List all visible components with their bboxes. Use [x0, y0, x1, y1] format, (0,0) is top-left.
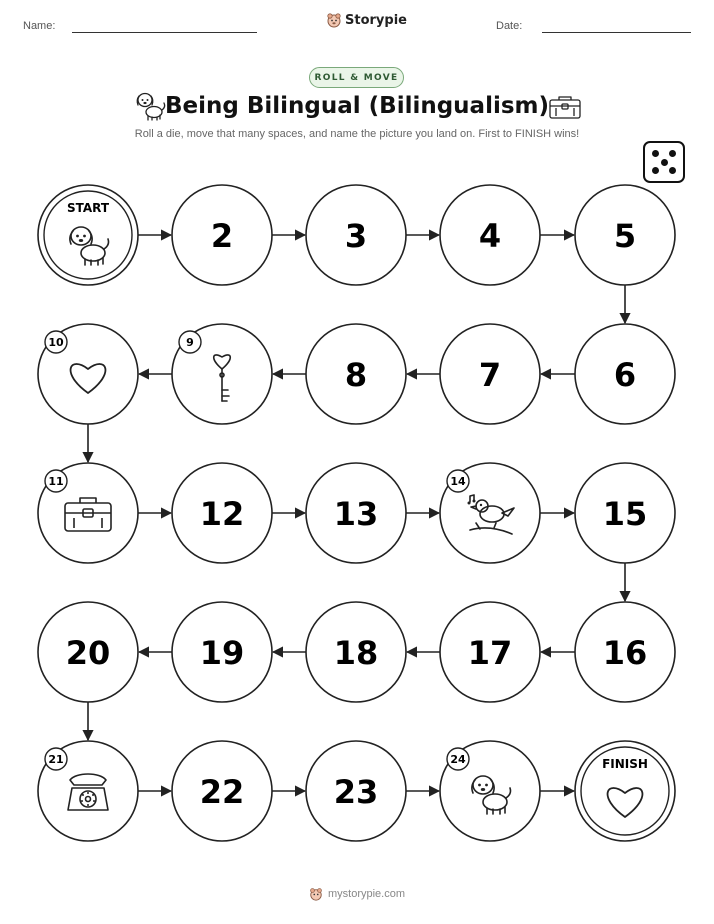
- board-space-2[interactable]: [172, 185, 272, 285]
- space-number: 2: [210, 217, 234, 255]
- board-space-20[interactable]: [38, 602, 138, 702]
- board-space-23[interactable]: [306, 741, 406, 841]
- space-number: 12: [199, 495, 245, 533]
- space-number: 6: [613, 356, 637, 394]
- space-number: 3: [344, 217, 368, 255]
- space-number: 4: [478, 217, 502, 255]
- space-number: 15: [602, 495, 648, 533]
- board-space-18[interactable]: [306, 602, 406, 702]
- space-number: 13: [333, 495, 379, 533]
- space-number: 19: [199, 634, 245, 672]
- board-space-3[interactable]: [306, 185, 406, 285]
- board-space-25[interactable]: [575, 741, 675, 841]
- board-space-4[interactable]: [440, 185, 540, 285]
- space-number-badge: 11: [48, 475, 64, 488]
- board-space-17[interactable]: [440, 602, 540, 702]
- board-space-11[interactable]: [38, 463, 138, 563]
- space-number: 23: [333, 773, 379, 811]
- page-title: Being Bilingual (Bilingualism): [164, 93, 550, 119]
- board-space-22[interactable]: [172, 741, 272, 841]
- footer-site: mystorypie.com: [327, 888, 406, 900]
- storypie-mascot-icon: [309, 887, 323, 901]
- space-number: 18: [333, 634, 379, 672]
- space-number-badge: 21: [48, 753, 64, 766]
- board-space-14[interactable]: [440, 463, 540, 563]
- space-number-badge: 24: [450, 753, 466, 766]
- space-number: 16: [602, 634, 648, 672]
- space-number: 5: [613, 217, 637, 255]
- board-space-8[interactable]: [306, 324, 406, 424]
- board-space-21[interactable]: [38, 741, 138, 841]
- space-number: 20: [65, 634, 111, 672]
- space-label: START: [66, 201, 110, 215]
- space-label: FINISH: [602, 757, 648, 771]
- board-space-12[interactable]: [172, 463, 272, 563]
- space-number-badge: 10: [48, 336, 64, 349]
- space-number: 8: [344, 356, 368, 394]
- board-space-13[interactable]: [306, 463, 406, 563]
- board-space-10[interactable]: [38, 324, 138, 424]
- activity-badge: ROLL & MOVE: [309, 67, 404, 88]
- brand-name: Storypie: [345, 12, 407, 28]
- space-number-badge: 9: [186, 336, 194, 349]
- board-space-15[interactable]: [575, 463, 675, 563]
- space-number: 17: [467, 634, 513, 672]
- board-space-16[interactable]: [575, 602, 675, 702]
- board-space-7[interactable]: [440, 324, 540, 424]
- board-space-9[interactable]: [172, 324, 272, 424]
- board-space-1[interactable]: [38, 185, 138, 285]
- footer: [0, 887, 714, 901]
- board-space-5[interactable]: [575, 185, 675, 285]
- board-space-24[interactable]: [440, 741, 540, 841]
- board-space-6[interactable]: [575, 324, 675, 424]
- name-label: Name:: [23, 20, 56, 32]
- space-number-badge: 14: [450, 475, 466, 488]
- board-space-19[interactable]: [172, 602, 272, 702]
- board-spaces: [38, 185, 675, 841]
- date-label: Date:: [496, 20, 523, 32]
- space-number: 22: [199, 773, 245, 811]
- space-number: 7: [478, 356, 502, 394]
- instructions: Roll a die, move that many spaces, and name the picture you land on. First to FINISH wins!: [134, 128, 580, 140]
